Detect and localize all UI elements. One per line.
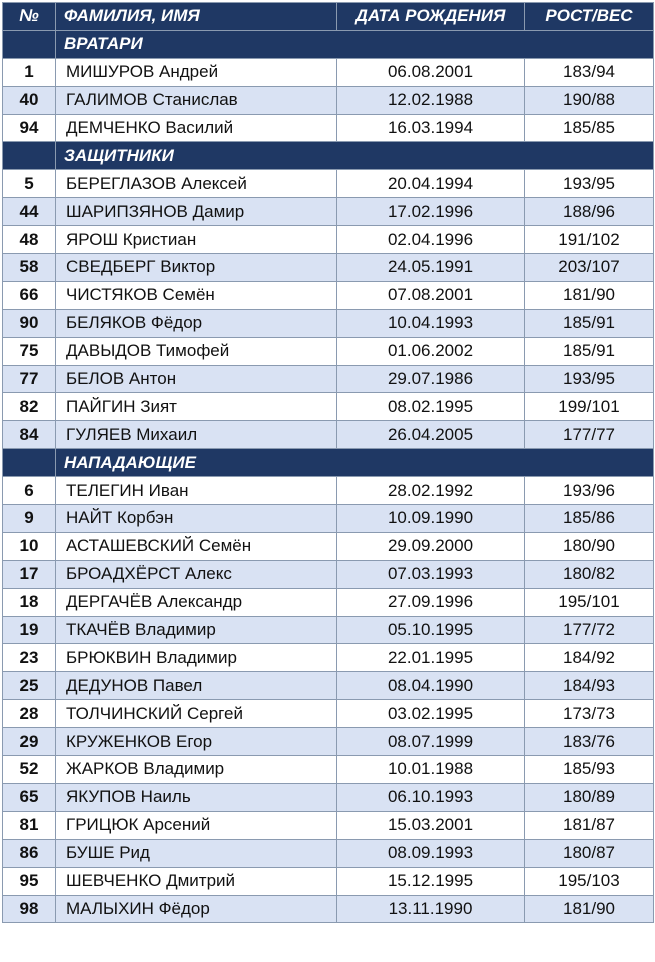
player-birth-date: 15.12.1995	[337, 867, 525, 895]
table-row	[3, 588, 654, 616]
table-row	[3, 58, 654, 86]
player-birth-date: 07.08.2001	[337, 281, 525, 309]
player-height-weight: 193/95	[525, 170, 654, 198]
player-name: БРОАДХЁРСТ Алекс	[56, 560, 337, 588]
player-number: 17	[3, 560, 56, 588]
player-birth-date: 10.01.1988	[337, 756, 525, 784]
player-name: БЕЛОВ Антон	[56, 365, 337, 393]
player-name: БРЮКВИН Владимир	[56, 644, 337, 672]
table-row	[3, 672, 654, 700]
player-birth-date: 15.03.2001	[337, 811, 525, 839]
player-birth-date: 08.09.1993	[337, 839, 525, 867]
roster-body	[3, 30, 654, 923]
table-row	[3, 86, 654, 114]
table-row	[3, 393, 654, 421]
player-birth-date: 24.05.1991	[337, 254, 525, 282]
player-birth-date: 08.07.1999	[337, 728, 525, 756]
player-number: 6	[3, 477, 56, 505]
player-birth-date: 10.04.1993	[337, 309, 525, 337]
table-row	[3, 728, 654, 756]
player-birth-date: 06.08.2001	[337, 58, 525, 86]
table-row	[3, 839, 654, 867]
player-name: ГРИЦЮК Арсений	[56, 811, 337, 839]
player-height-weight: 185/91	[525, 309, 654, 337]
player-birth-date: 07.03.1993	[337, 560, 525, 588]
player-birth-date: 12.02.1988	[337, 86, 525, 114]
header-name: ФАМИЛИЯ, ИМЯ	[56, 3, 337, 31]
player-height-weight: 193/96	[525, 477, 654, 505]
player-height-weight: 180/82	[525, 560, 654, 588]
table-row	[3, 226, 654, 254]
player-name: ТЕЛЕГИН Иван	[56, 477, 337, 505]
table-row	[3, 114, 654, 142]
table-row	[3, 421, 654, 449]
player-name: СВЕДБЕРГ Виктор	[56, 254, 337, 282]
player-number: 9	[3, 505, 56, 533]
player-name: ГАЛИМОВ Станислав	[56, 86, 337, 114]
player-number: 94	[3, 114, 56, 142]
table-row	[3, 198, 654, 226]
player-name: МАЛЫХИН Фёдор	[56, 895, 337, 923]
player-number: 10	[3, 532, 56, 560]
player-height-weight: 181/90	[525, 895, 654, 923]
player-name: ЯКУПОВ Наиль	[56, 783, 337, 811]
player-number: 19	[3, 616, 56, 644]
player-name: ДЕРГАЧЁВ Александр	[56, 588, 337, 616]
player-name: ДАВЫДОВ Тимофей	[56, 337, 337, 365]
table-row	[3, 477, 654, 505]
table-row	[3, 505, 654, 533]
player-height-weight: 177/72	[525, 616, 654, 644]
section-title: ЗАЩИТНИКИ	[56, 142, 654, 170]
player-height-weight: 190/88	[525, 86, 654, 114]
player-birth-date: 28.02.1992	[337, 477, 525, 505]
player-birth-date: 22.01.1995	[337, 644, 525, 672]
section-title: ВРАТАРИ	[56, 30, 654, 58]
player-name: БЕРЕГЛАЗОВ Алексей	[56, 170, 337, 198]
player-number: 84	[3, 421, 56, 449]
player-birth-date: 26.04.2005	[337, 421, 525, 449]
player-height-weight: 185/85	[525, 114, 654, 142]
player-name: ЧИСТЯКОВ Семён	[56, 281, 337, 309]
player-birth-date: 06.10.1993	[337, 783, 525, 811]
player-number: 95	[3, 867, 56, 895]
section-spacer	[3, 142, 56, 170]
section-row	[3, 142, 654, 170]
player-height-weight: 180/89	[525, 783, 654, 811]
section-spacer	[3, 30, 56, 58]
player-birth-date: 29.07.1986	[337, 365, 525, 393]
player-number: 25	[3, 672, 56, 700]
section-row	[3, 30, 654, 58]
player-number: 52	[3, 756, 56, 784]
table-row	[3, 756, 654, 784]
player-height-weight: 185/93	[525, 756, 654, 784]
table-row	[3, 895, 654, 923]
player-number: 48	[3, 226, 56, 254]
player-number: 75	[3, 337, 56, 365]
player-number: 23	[3, 644, 56, 672]
player-name: АСТАШЕВСКИЙ Семён	[56, 532, 337, 560]
player-height-weight: 195/101	[525, 588, 654, 616]
roster-table	[2, 2, 654, 923]
table-row	[3, 644, 654, 672]
header-number: №	[3, 3, 56, 31]
player-number: 82	[3, 393, 56, 421]
player-name: ПАЙГИН Зият	[56, 393, 337, 421]
player-name: ТКАЧЁВ Владимир	[56, 616, 337, 644]
table-row	[3, 532, 654, 560]
player-height-weight: 180/87	[525, 839, 654, 867]
table-row	[3, 783, 654, 811]
player-birth-date: 16.03.1994	[337, 114, 525, 142]
player-number: 28	[3, 700, 56, 728]
player-name: БЕЛЯКОВ Фёдор	[56, 309, 337, 337]
player-number: 77	[3, 365, 56, 393]
section-row	[3, 449, 654, 477]
player-height-weight: 185/86	[525, 505, 654, 533]
header-row	[3, 3, 654, 31]
player-name: ТОЛЧИНСКИЙ Сергей	[56, 700, 337, 728]
player-name: МИШУРОВ Андрей	[56, 58, 337, 86]
player-height-weight: 199/101	[525, 393, 654, 421]
player-height-weight: 181/87	[525, 811, 654, 839]
player-height-weight: 185/91	[525, 337, 654, 365]
player-number: 44	[3, 198, 56, 226]
player-number: 66	[3, 281, 56, 309]
player-number: 18	[3, 588, 56, 616]
player-number: 98	[3, 895, 56, 923]
player-birth-date: 13.11.1990	[337, 895, 525, 923]
player-birth-date: 02.04.1996	[337, 226, 525, 254]
player-birth-date: 17.02.1996	[337, 198, 525, 226]
table-row	[3, 281, 654, 309]
table-row	[3, 811, 654, 839]
player-number: 40	[3, 86, 56, 114]
table-row	[3, 254, 654, 282]
table-row	[3, 700, 654, 728]
player-number: 58	[3, 254, 56, 282]
player-number: 1	[3, 58, 56, 86]
player-height-weight: 184/92	[525, 644, 654, 672]
section-spacer	[3, 449, 56, 477]
player-number: 65	[3, 783, 56, 811]
header-birth-date: ДАТА РОЖДЕНИЯ	[337, 3, 525, 31]
player-name: НАЙТ Корбэн	[56, 505, 337, 533]
player-name: КРУЖЕНКОВ Егор	[56, 728, 337, 756]
table-row	[3, 616, 654, 644]
player-birth-date: 29.09.2000	[337, 532, 525, 560]
table-row	[3, 867, 654, 895]
player-number: 86	[3, 839, 56, 867]
table-row	[3, 337, 654, 365]
player-birth-date: 08.02.1995	[337, 393, 525, 421]
table-row	[3, 170, 654, 198]
player-number: 81	[3, 811, 56, 839]
table-row	[3, 309, 654, 337]
player-name: ГУЛЯЕВ Михаил	[56, 421, 337, 449]
player-birth-date: 03.02.1995	[337, 700, 525, 728]
player-height-weight: 193/95	[525, 365, 654, 393]
player-height-weight: 191/102	[525, 226, 654, 254]
player-height-weight: 183/76	[525, 728, 654, 756]
player-height-weight: 203/107	[525, 254, 654, 282]
player-birth-date: 27.09.1996	[337, 588, 525, 616]
section-title: НАПАДАЮЩИЕ	[56, 449, 654, 477]
player-name: ШЕВЧЕНКО Дмитрий	[56, 867, 337, 895]
player-birth-date: 10.09.1990	[337, 505, 525, 533]
player-birth-date: 01.06.2002	[337, 337, 525, 365]
player-height-weight: 184/93	[525, 672, 654, 700]
player-height-weight: 188/96	[525, 198, 654, 226]
player-height-weight: 173/73	[525, 700, 654, 728]
table-row	[3, 560, 654, 588]
player-height-weight: 183/94	[525, 58, 654, 86]
player-number: 29	[3, 728, 56, 756]
player-birth-date: 08.04.1990	[337, 672, 525, 700]
player-number: 90	[3, 309, 56, 337]
player-height-weight: 177/77	[525, 421, 654, 449]
player-number: 5	[3, 170, 56, 198]
player-height-weight: 181/90	[525, 281, 654, 309]
player-birth-date: 20.04.1994	[337, 170, 525, 198]
player-name: ЯРОШ Кристиан	[56, 226, 337, 254]
player-name: ДЕДУНОВ Павел	[56, 672, 337, 700]
player-birth-date: 05.10.1995	[337, 616, 525, 644]
table-row	[3, 365, 654, 393]
player-name: БУШЕ Рид	[56, 839, 337, 867]
player-name: ДЕМЧЕНКО Василий	[56, 114, 337, 142]
player-name: ШАРИПЗЯНОВ Дамир	[56, 198, 337, 226]
header-height-weight: РОСТ/ВЕС	[525, 3, 654, 31]
player-height-weight: 195/103	[525, 867, 654, 895]
player-name: ЖАРКОВ Владимир	[56, 756, 337, 784]
player-height-weight: 180/90	[525, 532, 654, 560]
